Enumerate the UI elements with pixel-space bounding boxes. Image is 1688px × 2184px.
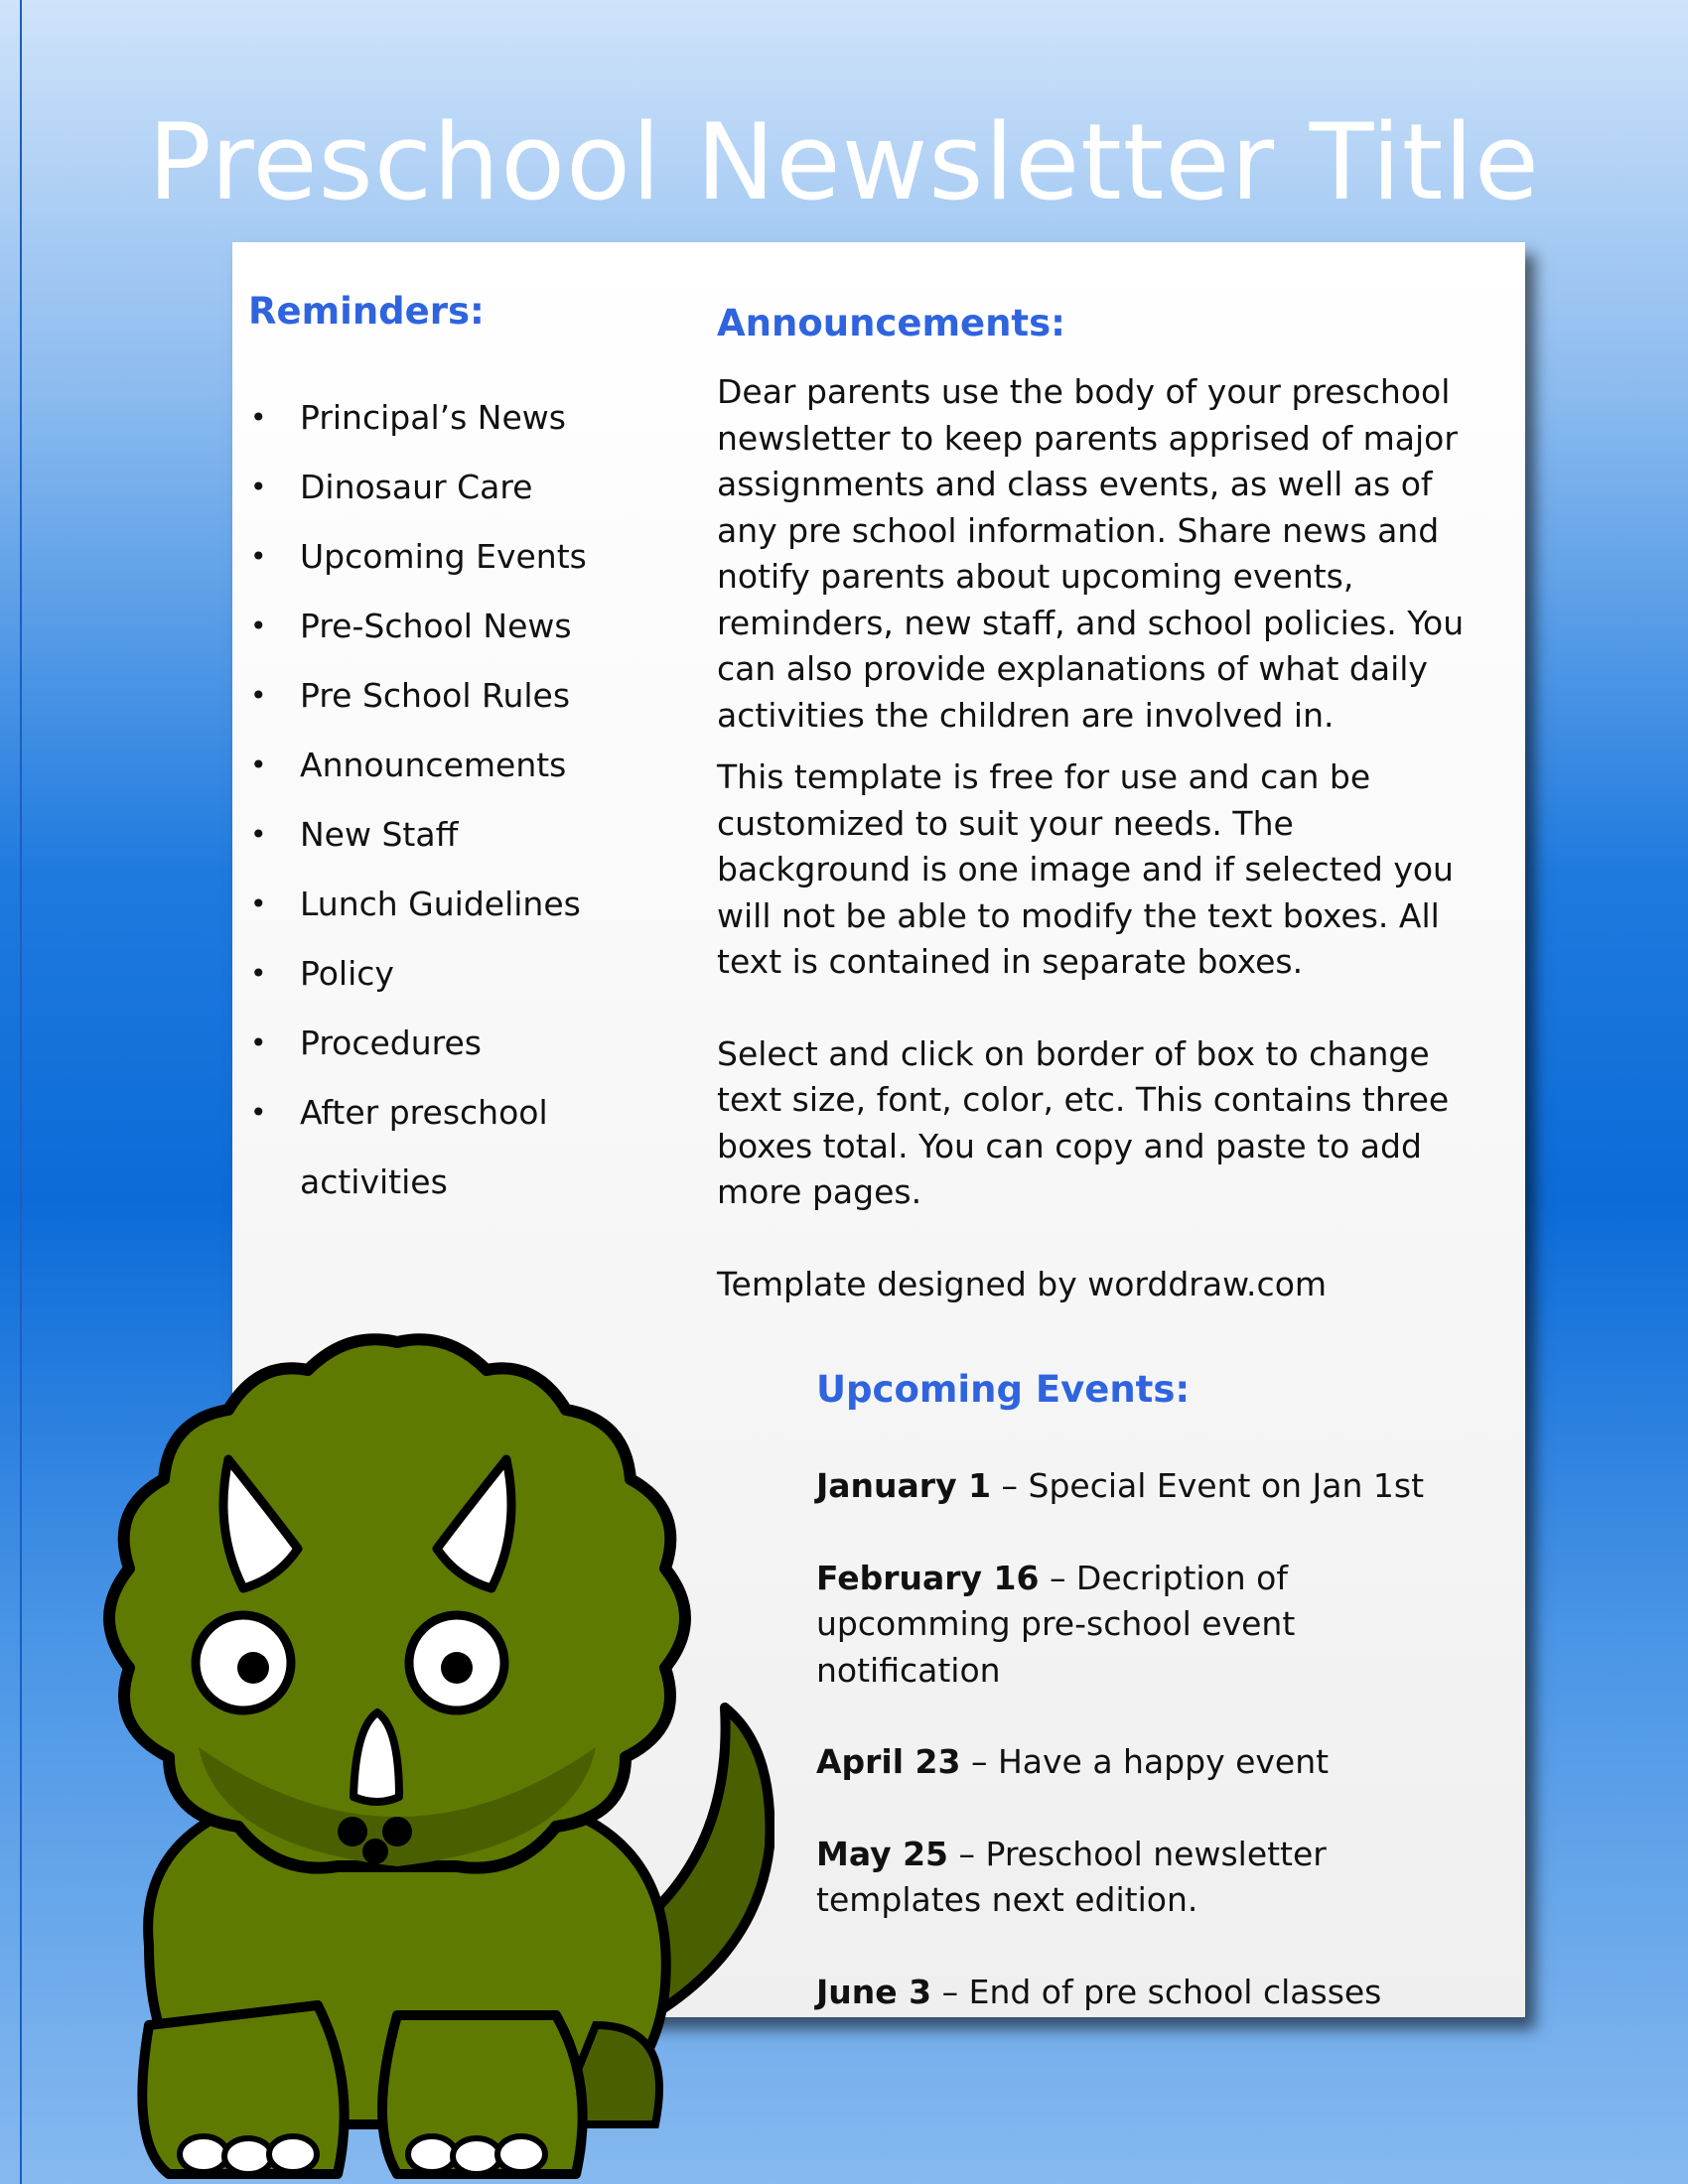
event-item [816, 1463, 1472, 1510]
announcement-paragraph: Select and click on border of box to change text size, font, color, etc. This contains three boxes total. You can copy and paste to add more pages. [717, 1033, 1450, 1211]
event-date: February 16 [816, 1558, 1040, 1597]
event-description: – Special Event on Jan 1st [991, 1466, 1425, 1505]
reminder-label: Pre School Rules [300, 676, 571, 715]
event-item [816, 1556, 1472, 1695]
list-item [248, 592, 598, 661]
reminder-label: Announcements [300, 746, 567, 784]
bullet-icon: • [250, 749, 267, 781]
template-credit: Template designed by worddraw.com [717, 1264, 1328, 1303]
list-item [248, 383, 598, 453]
list-item [248, 661, 598, 731]
list-item [248, 870, 598, 939]
event-item [816, 1739, 1472, 1786]
event-description: – End of pre school classes [931, 1972, 1382, 2011]
bullet-icon: • [250, 679, 267, 712]
event-date: June 3 [816, 1972, 932, 2011]
event-item [816, 1832, 1472, 1924]
bullet-icon: • [250, 887, 267, 920]
page-left-rule [20, 0, 22, 2184]
reminder-label: Policy [300, 954, 394, 993]
announcement-paragraph: Dear parents use the body of your preschool newsletter to keep parents apprised of major assignments and class events, as well as of any pre school information. Share news and notify parents about upcoming events, reminders, new staff, and school policies. You can also provide explanations of what daily activities the children are involved in. [717, 372, 1465, 735]
announcements-body [717, 369, 1472, 1307]
bullet-icon: • [250, 471, 267, 503]
event-date: April 23 [816, 1742, 961, 1781]
triceratops-icon [40, 1330, 774, 2184]
event-date: January 1 [816, 1466, 992, 1505]
reminder-label: Procedures [300, 1024, 482, 1062]
event-date: May 25 [816, 1834, 949, 1873]
bullet-icon: • [250, 957, 267, 990]
reminder-label: Lunch Guidelines [300, 885, 581, 923]
announcement-paragraph: This template is free for use and can be customized to suit your needs. The background is one image and if selected you will not be able to modify the text boxes. All text is contained in separate boxes. [717, 757, 1454, 981]
reminders-heading: Reminders: [248, 290, 485, 333]
bullet-icon: • [250, 1096, 267, 1129]
announcements-heading: Announcements: [717, 302, 1065, 344]
list-item [248, 939, 598, 1009]
reminder-label: Principal’s News [300, 398, 566, 437]
list-item [248, 800, 598, 870]
bullet-icon: • [250, 540, 267, 573]
list-item [248, 1009, 598, 1078]
reminder-label: Dinosaur Care [300, 468, 533, 506]
events-list [816, 1463, 1472, 2061]
reminder-label: After preschool activities [300, 1093, 548, 1201]
bullet-icon: • [250, 401, 267, 434]
list-item [248, 731, 598, 800]
reminders-list [248, 383, 598, 1217]
event-description: – Have a happy event [960, 1742, 1330, 1781]
event-item [816, 1970, 1472, 2016]
reminder-label: Pre-School News [300, 607, 572, 645]
list-item [248, 522, 598, 592]
list-item [248, 1078, 598, 1217]
reminder-label: New Staff [300, 815, 459, 854]
event-description: – Preschool newsletter templates next edition. [816, 1834, 1327, 1919]
bullet-icon: • [250, 1026, 267, 1059]
bullet-icon: • [250, 610, 267, 642]
bullet-icon: • [250, 818, 267, 851]
list-item [248, 453, 598, 522]
reminder-label: Upcoming Events [300, 537, 587, 576]
upcoming-events-heading: Upcoming Events: [816, 1368, 1191, 1411]
newsletter-title: Preschool Newsletter Title [148, 101, 1540, 223]
event-description: – Decription of upcomming pre-school event notification [816, 1558, 1296, 1690]
